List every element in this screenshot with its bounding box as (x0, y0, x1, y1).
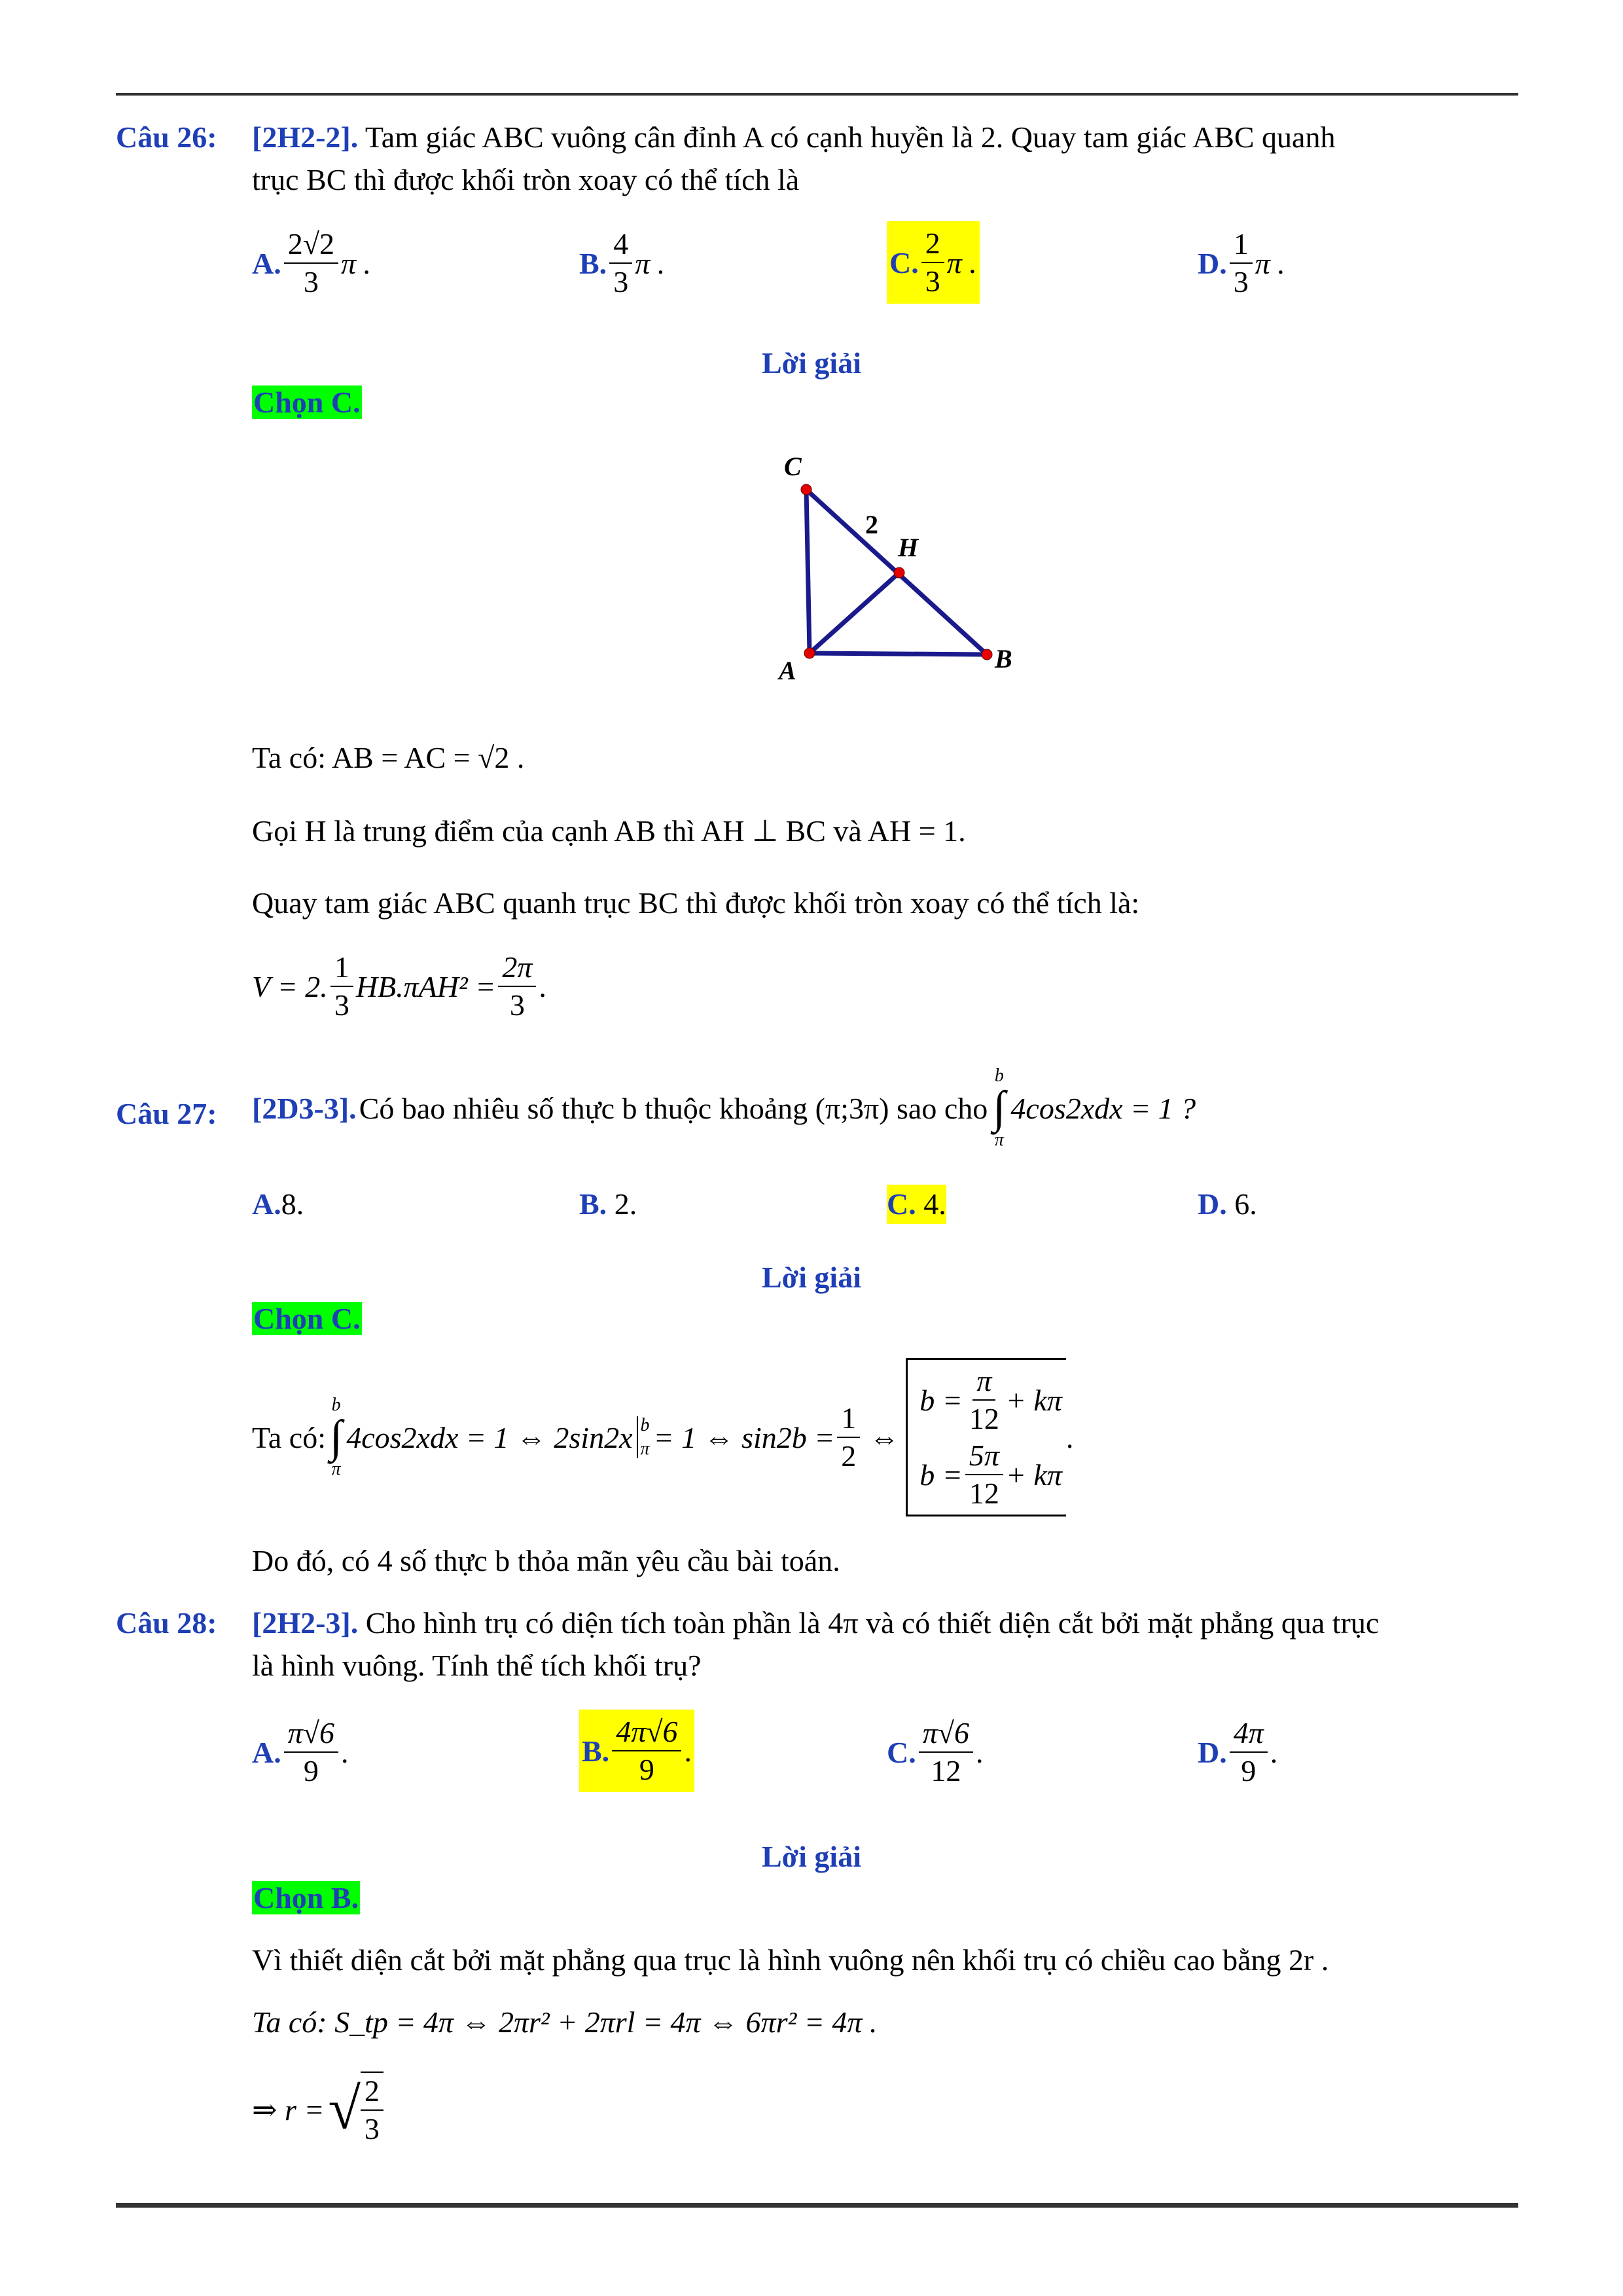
formula-fraction: $\frac{1}{3}$ (330, 949, 353, 1024)
question-label: Câu 27: (116, 1097, 217, 1130)
solution-title: Lời giải (762, 1840, 861, 1873)
segment-ah (810, 573, 899, 653)
step-arrow: ⇔ (869, 1420, 900, 1454)
option-letter: C. (889, 245, 919, 279)
step-text: Ta có: S_tp = 4π ⇔ 2πr² + 2πrl = 4π ⇔ 6πr² = 4π . (252, 2005, 878, 2039)
q28-final: ⇒ r = √ $\frac{2}{3}$ (252, 2072, 386, 2147)
option-a[interactable] (252, 226, 371, 300)
question-text: trục BC thì được khối tròn xoay có thể tích là (252, 163, 800, 196)
choose-label: Chọn C. (253, 386, 361, 419)
integral: b ∫ π (330, 1395, 343, 1479)
formula-part: V = 2. (252, 969, 328, 1003)
final-prefix: ⇒ r = (252, 2093, 325, 2126)
q26-header (116, 118, 217, 157)
choose-label: Chọn B. (253, 1881, 359, 1914)
step-text: Ta có: AB = AC = √2 . (252, 741, 525, 774)
option-letter: B. (579, 246, 607, 280)
question-tag: [2D3-3]. (252, 1091, 357, 1125)
q27-header (116, 1094, 217, 1134)
option-b[interactable]: B. 2. (579, 1187, 637, 1221)
q26-text-line2 (252, 160, 799, 200)
option-c[interactable]: C. $\frac{\pi√6}{12}$ . (887, 1716, 984, 1787)
side-ab (810, 653, 987, 655)
question-label: Câu 28: (116, 1606, 217, 1640)
question-tag: [2H2-3]. (252, 1606, 359, 1640)
q27-conclusion (252, 1541, 840, 1581)
question-text: là hình vuông. Tính thể tích khối trụ? (252, 1649, 702, 1682)
option-d[interactable]: D. $\frac{4\pi}{9}$ . (1198, 1716, 1278, 1787)
option-suffix: π . (635, 246, 666, 280)
point-h (894, 567, 904, 578)
triangle-figure (753, 452, 1054, 700)
formula-part: HB.πAH² = (355, 969, 496, 1003)
q28-step1 (252, 1941, 1329, 1980)
label-c: C (784, 452, 802, 481)
point-a (804, 648, 815, 658)
solution-title: Lời giải (762, 346, 861, 380)
option-c[interactable]: C. 4. (887, 1185, 946, 1224)
step-text: Gọi H là trung điểm của cạnh AB thì AH ⊥ BC và AH = 1. (252, 814, 966, 848)
q28-header (116, 1604, 217, 1643)
integral: b ∫ π (993, 1066, 1006, 1150)
point-c (801, 484, 812, 495)
option-fraction: $\frac{1}{3}$ (1230, 226, 1253, 300)
step-text: Quay tam giác ABC quanh trục BC thì được khối tròn xoay có thể tích là: (252, 886, 1140, 920)
step-fraction: $\frac{1}{2}$ (837, 1400, 860, 1475)
option-suffix: π . (340, 246, 372, 280)
option-suffix: π . (1255, 246, 1285, 280)
step-prefix: Ta có: (252, 1420, 327, 1454)
step-body: 4cos2xdx = 1 ⇔ 2sin2x (346, 1420, 633, 1454)
q26-text-line1 (252, 118, 1335, 157)
q26-step1 (252, 738, 524, 778)
option-a[interactable]: A.8. (252, 1187, 304, 1221)
choose-answer (252, 1878, 360, 1918)
formula-part: . (539, 969, 546, 1003)
question-text: Có bao nhiêu số thực b thuộc khoảng (π;3π) sao cho (359, 1091, 988, 1125)
option-c[interactable] (887, 221, 980, 304)
option-fraction: $\frac{2}{3}$ (921, 225, 944, 300)
step-text: Vì thiết diện cắt bởi mặt phẳng qua trục là hình vuông nên khối trụ có chiều cao bằng 2r . (252, 1943, 1329, 1977)
conclusion-text: Do đó, có 4 số thực b thỏa mãn yêu cầu bài toán. (252, 1544, 840, 1577)
top-rule (116, 93, 1518, 96)
q27-text (252, 1067, 1196, 1149)
option-fraction: $\frac{4}{3}$ (609, 226, 632, 300)
option-a[interactable]: A. $\frac{\pi√6}{9}$ . (252, 1716, 349, 1787)
integral-body: 4cos2xdx = 1 ? (1010, 1091, 1196, 1125)
case-bracket: b = $\frac{\pi}{12}$ + kπ b = $\frac{5\pi}{12}$ + kπ (906, 1358, 1066, 1516)
eval-bar: b π (637, 1416, 650, 1458)
option-fraction: $\frac{2√2}{3}$ (284, 226, 338, 300)
q28-step2 (252, 2003, 877, 2042)
question-text: Tam giác ABC vuông cân đỉnh A có cạnh huyền là 2. Quay tam giác ABC quanh (365, 120, 1336, 154)
step-eval: = 1 ⇔ sin2b = (653, 1420, 835, 1454)
solution-title: Lời giải (762, 1261, 861, 1294)
q27-step (252, 1358, 1073, 1516)
choose-answer (252, 383, 362, 422)
label-a: A (779, 656, 796, 685)
bottom-rule (116, 2203, 1518, 2208)
q26-formula (252, 949, 546, 1024)
label-h: H (898, 533, 919, 562)
question-tag: [2H2-2]. (252, 120, 359, 154)
choose-label: Chọn C. (253, 1302, 361, 1335)
q26-step2 (252, 812, 966, 851)
choose-answer (252, 1299, 362, 1338)
point-b (982, 649, 992, 660)
step-end: . (1065, 1420, 1074, 1454)
label-side: 2 (865, 510, 878, 539)
question-label: Câu 26: (116, 120, 217, 154)
q28-text-line1 (252, 1604, 1379, 1643)
option-letter: A. (252, 246, 281, 280)
option-suffix: π . (946, 245, 977, 279)
option-b[interactable]: B. $\frac{4\pi√6}{9}$ . (579, 1710, 694, 1792)
q28-text-line2 (252, 1646, 702, 1685)
option-b[interactable] (579, 226, 665, 300)
option-d[interactable]: D. 6. (1198, 1187, 1257, 1221)
question-text: Cho hình trụ có diện tích toàn phần là 4π và có thiết diện cắt bởi mặt phẳng qua trục (365, 1606, 1380, 1640)
option-letter: D. (1198, 246, 1227, 280)
option-d[interactable] (1198, 226, 1285, 300)
q26-step3 (252, 884, 1139, 923)
formula-fraction: $\frac{2\pi}{3}$ (498, 949, 536, 1024)
label-b: B (995, 644, 1012, 673)
side-ca (806, 490, 810, 653)
